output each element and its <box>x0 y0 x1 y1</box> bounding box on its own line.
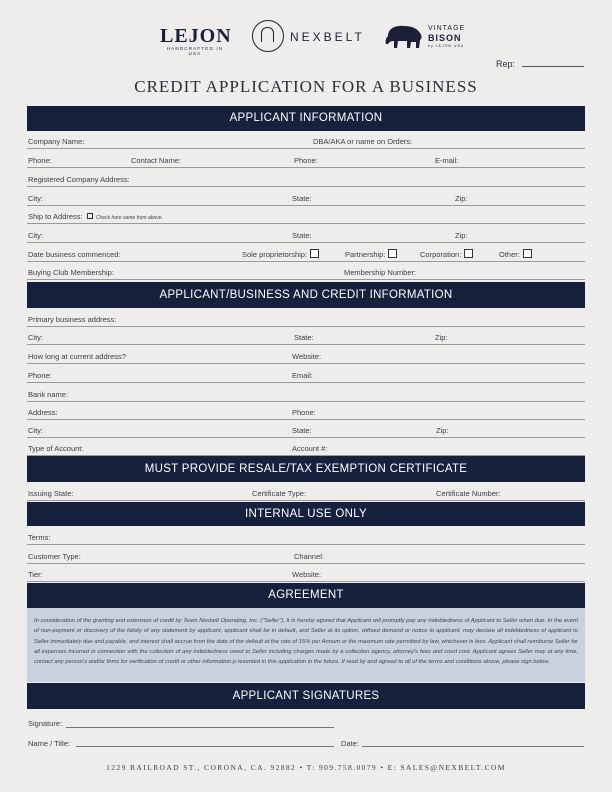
how-long-label: How long at current address? <box>28 352 126 361</box>
same-address-checkbox[interactable] <box>87 212 163 221</box>
zip-label: Zip: <box>455 194 468 203</box>
phone2-label: Phone: <box>294 156 318 165</box>
corporation-option[interactable] <box>420 249 473 259</box>
nexbelt-n-icon <box>261 27 274 42</box>
zip2-label: Zip: <box>455 231 468 240</box>
internal-website-label: Website: <box>292 570 322 579</box>
credit-phone-label: Phone: <box>28 371 52 380</box>
credit-email-label: Email: <box>292 371 313 380</box>
dba-label: DBA/AKA or name on Orders: <box>313 137 413 146</box>
other-label: Other: <box>499 250 520 259</box>
bison-logo-line2: BISON <box>428 33 462 43</box>
partnership-option[interactable] <box>345 249 397 259</box>
bison-icon <box>384 22 424 50</box>
signature-label: Signature: <box>28 719 63 728</box>
corporation-checkbox[interactable] <box>464 249 473 258</box>
footer-contact: 1229 RAILROAD ST., CORONA, CA. 92882 • T: 909.758.0079 • E: SALES@NEXBELT.COM <box>106 763 506 772</box>
phone-label: Phone: <box>28 156 52 165</box>
email-label: E-mail: <box>435 156 459 165</box>
bison-logo-line1: VINTAGE <box>428 25 466 32</box>
row-account[interactable] <box>27 439 585 456</box>
row-bank-address-phone[interactable] <box>27 403 585 420</box>
bank-phone-label: Phone: <box>292 408 316 417</box>
certificate-number-label: Certificate Number: <box>436 489 501 498</box>
website-label: Website: <box>292 352 322 361</box>
primary-address-label: Primary business address: <box>28 315 117 324</box>
row-credit-city-state-zip[interactable] <box>27 328 585 345</box>
other-option[interactable] <box>499 249 532 259</box>
row-terms[interactable] <box>27 528 585 545</box>
section-header-credit: APPLICANT/BUSINESS AND CREDIT INFORMATION <box>27 282 585 308</box>
row-phone-contact[interactable] <box>27 151 585 168</box>
section-header-applicant: APPLICANT INFORMATION <box>27 106 585 131</box>
name-title-field[interactable] <box>76 746 334 747</box>
rep-field[interactable] <box>522 66 584 67</box>
vintage-bison-logo <box>384 22 474 52</box>
lejon-logo-name: LEJON <box>160 25 232 47</box>
partnership-checkbox[interactable] <box>388 249 397 258</box>
credit-state-label: State: <box>294 333 314 342</box>
section-header-signatures: APPLICANT SIGNATURES <box>27 683 585 709</box>
account-type-label: Type of Account: <box>28 444 84 453</box>
bank-address-label: Address: <box>28 408 58 417</box>
membership-number-label: Membership Number: <box>344 268 417 277</box>
date-commenced-label: Date business commenced: <box>28 250 121 259</box>
row-credit-phone-email[interactable] <box>27 366 585 383</box>
other-checkbox[interactable] <box>523 249 532 258</box>
contact-name-label: Contact Name: <box>131 156 182 165</box>
date-label: Date: <box>341 739 359 748</box>
row-tier-website[interactable] <box>27 565 585 582</box>
row-ship-to[interactable] <box>27 207 585 224</box>
sole-prop-checkbox[interactable] <box>310 249 319 258</box>
lejon-logo-tagline: HANDCRAFTED IN USA <box>166 46 224 56</box>
account-number-label: Account #: <box>292 444 328 453</box>
sole-prop-option[interactable] <box>242 249 319 259</box>
row-customer-type-channel[interactable] <box>27 547 585 564</box>
name-title-label: Name / Title: <box>28 739 71 748</box>
terms-label: Terms: <box>28 533 51 542</box>
city2-label: City: <box>28 231 43 240</box>
date-field[interactable] <box>362 746 584 747</box>
city-label: City: <box>28 194 43 203</box>
buying-club-label: Buying Club Membership: <box>28 268 114 277</box>
certificate-type-label: Certificate Type: <box>252 489 307 498</box>
page-title: CREDIT APPLICATION FOR A BUSINESS <box>134 77 478 96</box>
row-city-state-zip[interactable] <box>27 189 585 206</box>
bank-zip-label: Zip: <box>436 426 449 435</box>
sole-prop-label: Sole proprietorship: <box>242 250 308 259</box>
bank-state-label: State: <box>292 426 312 435</box>
bank-city-label: City: <box>28 426 43 435</box>
rep-label: Rep: <box>496 59 516 69</box>
section-header-agreement: AGREEMENT <box>27 583 585 608</box>
state-label: State: <box>292 194 312 203</box>
row-company-name[interactable] <box>27 132 585 149</box>
agreement-text: In consideration of the granting and extension of credit by Team Nexbelt Operating, Inc. ("Seller"), It is hereby agreed that Applicant will promptly pay any indebtedness of Applicant to Seller when due. In the event of non-payment or discovery of the falsity of any statement by applicant, applicant shall be in default, and Seller at its option, without demand or notice to applicant, may declare all indebtedness of applicant to Seller immediately due and payable, and interest shall accrue from the date of the default at the rate of 15% per Annum or the maximum rate permitted by law, whichever is less. Applicant shall reimburse Seller for all expenses incurred in connection with the collection of any indebtedness owed to Seller including charges made by a collection agency, attorney's fees and court cost. Applicant agrees Seller may at any time, contact any person's and/or firms for verification of credit or other information p resented in this application in the future. If read by and agreed to all of the terms and conditions above, please sign below. <box>27 608 585 682</box>
lejon-logo <box>160 26 230 56</box>
partnership-label: Partnership: <box>345 250 386 259</box>
bison-logo-line3: by LEJON USA <box>428 44 465 48</box>
bank-name-label: Bank name: <box>28 390 69 399</box>
row-registered-address[interactable] <box>27 170 585 187</box>
issuing-state-label: Issuing State: <box>28 489 74 498</box>
checkbox-icon[interactable] <box>87 213 93 219</box>
row-business-type[interactable] <box>27 245 585 262</box>
row-how-long-website[interactable] <box>27 347 585 364</box>
nexbelt-logo <box>252 20 372 54</box>
row-buying-club[interactable] <box>27 263 585 280</box>
row-primary-address[interactable] <box>27 310 585 327</box>
section-header-resale: MUST PROVIDE RESALE/TAX EXEMPTION CERTIFICATE <box>27 456 585 482</box>
signature-field[interactable] <box>66 727 334 728</box>
registered-address-label: Registered Company Address: <box>28 175 130 184</box>
nexbelt-logo-name: NEXBELT <box>290 30 365 44</box>
tier-label: Tier: <box>28 570 43 579</box>
company-name-label: Company Name: <box>28 137 85 146</box>
corporation-label: Corporation: <box>420 250 462 259</box>
credit-zip-label: Zip: <box>435 333 448 342</box>
same-address-note: Check here same from above. <box>96 215 163 221</box>
row-ship-city-state-zip[interactable] <box>27 226 585 243</box>
ship-to-label: Ship to Address: <box>28 212 83 221</box>
channel-label: Channel: <box>294 552 325 561</box>
section-header-internal: INTERNAL USE ONLY <box>27 502 585 526</box>
row-bank-name[interactable] <box>27 385 585 402</box>
customer-type-label: Customer Type: <box>28 552 81 561</box>
row-resale-certificate[interactable] <box>27 484 585 501</box>
state2-label: State: <box>292 231 312 240</box>
credit-city-label: City: <box>28 333 43 342</box>
row-bank-city-state-zip[interactable] <box>27 421 585 438</box>
